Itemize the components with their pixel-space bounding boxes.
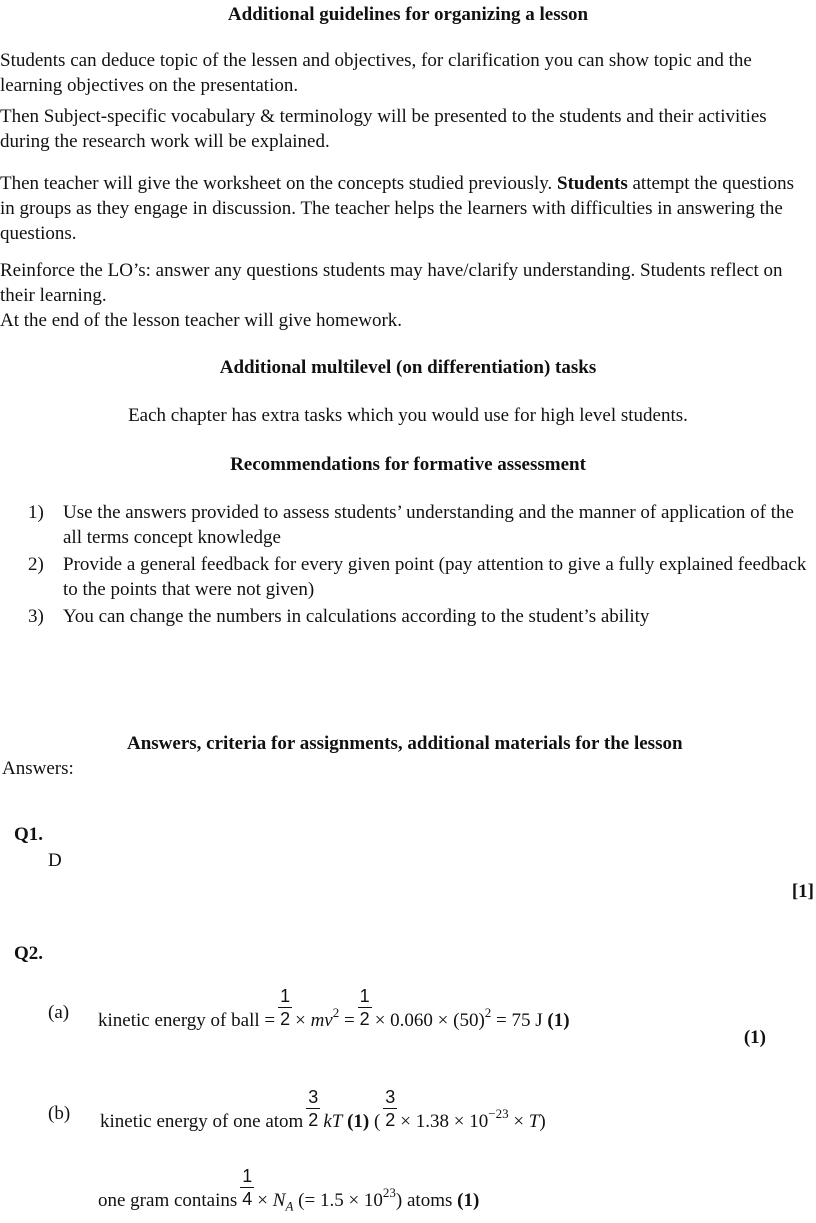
q2a-part: (a): [48, 1002, 70, 1023]
fraction-three-halves: [306, 1087, 320, 1130]
q2c-lhs: one gram contains: [98, 1189, 238, 1211]
q2a-equals: =: [339, 1009, 355, 1031]
q2a-mark: (1): [743, 1027, 766, 1048]
paragraph-vocabulary: [0, 104, 812, 154]
q2b-kt: kT: [323, 1110, 343, 1132]
q2c-exponent: 23: [382, 1184, 396, 1200]
q2a-squared: 2: [332, 1004, 340, 1020]
q2a-lhs: kinetic energy of ball =: [98, 1009, 276, 1031]
fraction-denominator: 2: [385, 1110, 396, 1130]
paragraph-3-start: Then teacher will give the worksheet on the concepts studied previously.: [0, 173, 557, 194]
q2c-value: (= 1.5 × 10: [293, 1189, 383, 1211]
fraction-denominator: 4: [242, 1189, 253, 1209]
page-title: Additional guidelines for organizing a lesson: [227, 4, 589, 25]
fraction-denominator: 2: [280, 1009, 291, 1029]
formative-item-number: 1): [28, 502, 44, 523]
paragraph-3-end: attempt the questions in groups as they engage in discussion. The teacher helps the learners with difficulties in answering the questions.: [0, 173, 794, 244]
q2c-point: (1): [457, 1189, 480, 1211]
q1-label: Q1.: [14, 824, 44, 845]
paragraph-intro: [0, 48, 812, 98]
formative-item-text: Provide a general feedback for every given point (pay attention to give a fully explained feedback to the points that were not given): [63, 554, 807, 600]
q2b-part: (b): [48, 1103, 71, 1124]
fraction-denominator: 2: [359, 1009, 370, 1029]
q2a-squared: 2: [484, 1004, 492, 1020]
fraction-denominator: 2: [308, 1110, 319, 1130]
q2a-equation: [98, 986, 570, 1043]
formative-heading: Recommendations for formative assessment: [230, 454, 586, 475]
q2b-times: ×: [508, 1110, 529, 1132]
q2b-point: (1): [347, 1110, 370, 1132]
q2b-rhs: × 1.38 × 10: [400, 1110, 489, 1132]
fraction-numerator: 1: [359, 986, 370, 1006]
formative-item-text: You can change the numbers in calculations according to the student’s ability: [63, 606, 650, 627]
q2a-point: (1): [547, 1009, 570, 1031]
formative-item-number: 3): [28, 606, 44, 627]
fraction-numerator: 3: [385, 1087, 396, 1107]
paragraph-3: [0, 171, 812, 246]
q2c-avogadro: N: [272, 1189, 286, 1211]
fraction-numerator: 1: [242, 1166, 253, 1186]
paragraph-3-bold: Students: [557, 173, 628, 194]
multilevel-heading: Additional multilevel (on differentiation) tasks: [219, 357, 597, 378]
q2b-exponent: −23: [488, 1105, 509, 1121]
fraction-quarter: [240, 1166, 254, 1209]
paragraph-5: At the end of the lesson teacher will give homework.: [0, 310, 403, 331]
q2c-times: ×: [257, 1189, 273, 1211]
q2b-open-paren: (: [369, 1110, 381, 1132]
formative-item-text: Use the answers provided to assess students’ understanding and the manner of application of the all terms concept knowledge: [63, 502, 794, 548]
paragraph-1: Students can deduce topic of the lessen and objectives, for clarification you can show topic and the learning objectives on the presentation.: [0, 50, 752, 96]
fraction-half: [278, 986, 292, 1029]
fraction-three-halves: [383, 1087, 397, 1130]
q2-gram-equation: [98, 1166, 480, 1223]
q2c-atoms: ) atoms: [395, 1189, 458, 1211]
fraction-numerator: 1: [280, 986, 291, 1006]
q2a-times: ×: [295, 1009, 311, 1031]
q2a-mv: mv: [310, 1009, 333, 1031]
answers-heading: Answers, criteria for assignments, additional materials for the lesson: [127, 733, 683, 754]
q2a-result: = 75 J: [491, 1009, 548, 1031]
paragraph-worksheet: [0, 171, 812, 246]
q2a-rhs: × 0.060 × (50): [374, 1009, 485, 1031]
q2-label: Q2.: [14, 943, 44, 964]
multilevel-text: Each chapter has extra tasks which you would use for high level students.: [128, 405, 688, 426]
paragraph-4: Reinforce the LO’s: answer any questions students may have/clarify understanding. Students reflect on their learning.: [0, 260, 783, 306]
q1-mark: [1]: [791, 881, 814, 902]
q2b-lhs: kinetic energy of one atom: [100, 1110, 304, 1132]
answers-label: Answers:: [2, 758, 74, 779]
q1-answer: D: [48, 850, 62, 871]
paragraph-reinforce: [0, 258, 812, 333]
fraction-half: [358, 986, 372, 1029]
q2c-avogadro-subscript: A: [285, 1198, 294, 1214]
q2b-close-paren: ): [539, 1110, 546, 1132]
formative-item-number: 2): [28, 554, 44, 575]
fraction-numerator: 3: [308, 1087, 319, 1107]
paragraph-2: Then Subject-specific vocabulary & terminology will be presented to the students and their activities during the research work will be explained.: [0, 106, 767, 152]
q2b-equation: [100, 1087, 546, 1144]
q2b-temperature: T: [528, 1110, 540, 1132]
